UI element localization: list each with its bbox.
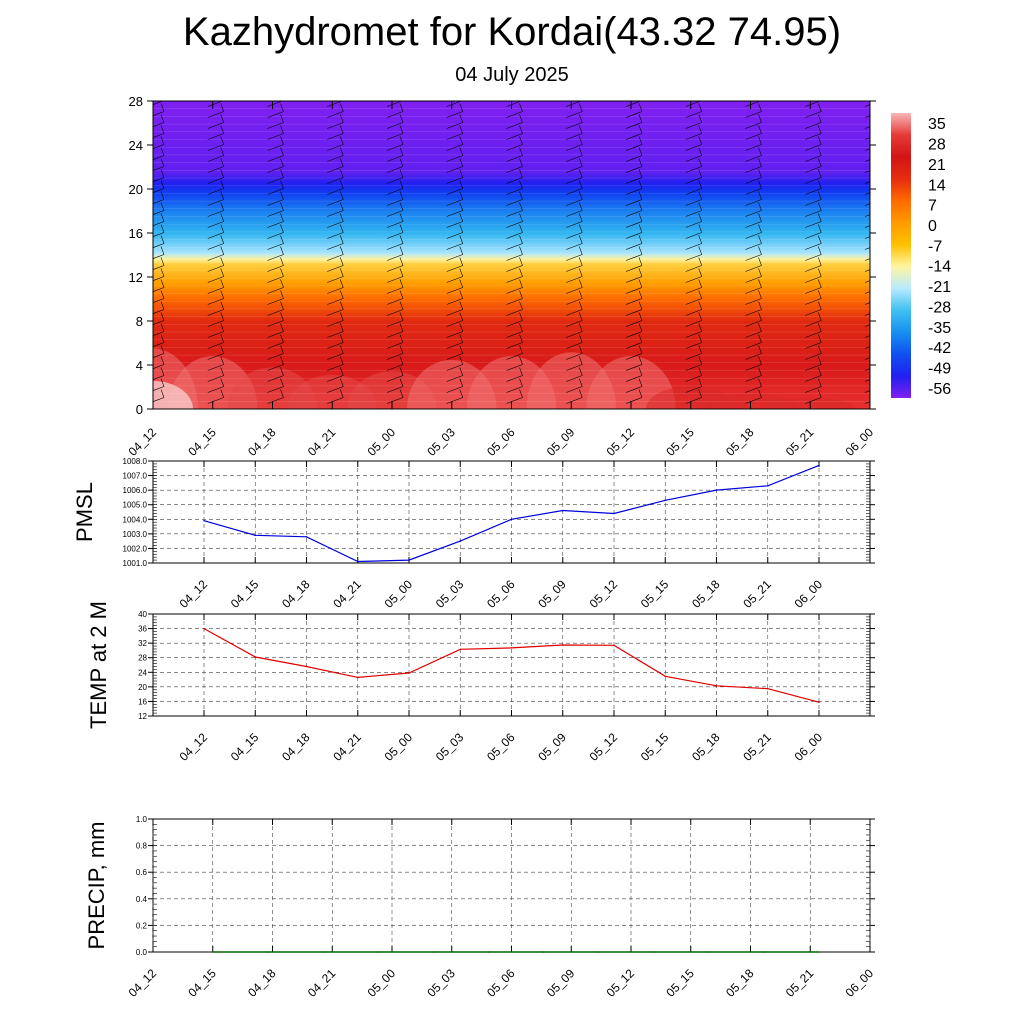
- x-tick-label: 05_18: [723, 966, 757, 1000]
- data-point: [357, 561, 359, 563]
- x-tick-label: 04_18: [245, 966, 279, 1000]
- x-tick-label: 04_15: [185, 425, 219, 459]
- x-tick-label: 05_21: [782, 425, 817, 459]
- data-point: [433, 951, 435, 953]
- y-tick-label: 1004.0: [122, 515, 147, 525]
- y-tick-label: 40: [138, 610, 147, 619]
- x-tick-label: 04_21: [330, 577, 364, 611]
- data-point: [613, 645, 615, 647]
- data-point: [818, 701, 820, 703]
- wind-barb-feather: [340, 93, 343, 101]
- y-tick-label: 24: [138, 668, 147, 678]
- wind-barb-feather: [161, 93, 164, 101]
- data-point: [377, 951, 379, 953]
- x-tick-label: 05_21: [740, 577, 774, 611]
- x-tick-label: 05_03: [432, 730, 467, 764]
- colorbar-label: -7: [928, 238, 943, 256]
- wind-barb-feather: [878, 291, 881, 299]
- x-tick-label: 05_09: [543, 966, 578, 1000]
- data-point: [598, 951, 600, 953]
- data-point: [716, 685, 718, 687]
- data-point: [664, 500, 666, 502]
- x-tick-label: 05_06: [484, 425, 518, 459]
- data-point: [203, 628, 205, 630]
- y-tick-label: 0: [135, 402, 143, 417]
- wind-barb-feather: [878, 93, 881, 101]
- wind-barb-feather: [878, 280, 881, 288]
- y-tick-label: 1005.0: [122, 500, 147, 510]
- colorbar-label: -14: [928, 258, 952, 276]
- y-tick-label: 12: [138, 712, 147, 721]
- data-point: [767, 485, 769, 487]
- colorbar-label: -49: [928, 360, 952, 378]
- wind-barb-feather: [878, 258, 881, 266]
- x-tick-label: 06_00: [791, 730, 826, 764]
- data-point: [562, 510, 564, 512]
- colorbar-label: 21: [928, 156, 946, 174]
- y-tick-label: 0.2: [135, 921, 147, 931]
- wind-barb-feather: [878, 170, 881, 178]
- wind-barb-feather: [878, 324, 881, 332]
- y-tick-label: 16: [128, 226, 143, 241]
- wind-barb-feather: [878, 390, 881, 398]
- x-tick-label: 04_18: [245, 425, 279, 459]
- wind-barb-feather: [878, 357, 881, 365]
- wind-barb-feather: [639, 93, 642, 101]
- x-tick-label: 05_12: [586, 577, 621, 611]
- data-point: [613, 513, 615, 515]
- colorbar-label: -21: [928, 279, 952, 297]
- colorbar-label: -42: [928, 340, 952, 358]
- wind-barb-feather: [878, 214, 881, 222]
- wind-barb-feather: [878, 247, 881, 255]
- x-tick-label: 05_03: [424, 425, 458, 459]
- x-tick-label: 04_12: [176, 577, 211, 611]
- y-axis-label: TEMP at 2 M: [86, 601, 111, 729]
- x-tick-label: 04_12: [176, 730, 211, 764]
- cross-section-panel: [108, 93, 881, 470]
- x-tick-label: 05_18: [689, 730, 723, 764]
- data-point: [511, 647, 513, 649]
- x-tick-label: 04_15: [227, 730, 262, 764]
- data-point: [408, 672, 410, 674]
- data-point: [543, 951, 545, 953]
- x-tick-label: 05_00: [381, 577, 416, 611]
- x-tick-label: 05_03: [432, 577, 467, 611]
- data-point: [306, 666, 308, 668]
- wind-barb-feather: [878, 126, 881, 134]
- wind-barb-feather: [579, 93, 582, 101]
- x-tick-label: 04_21: [304, 425, 339, 459]
- data-point: [212, 951, 214, 953]
- y-tick-label: 36: [138, 624, 147, 634]
- colorbar-label: 28: [928, 136, 946, 154]
- wind-barb-feather: [878, 269, 881, 277]
- wind-barb-feather: [878, 104, 881, 112]
- data-point: [254, 535, 256, 537]
- x-tick-label: 05_03: [424, 966, 458, 1000]
- x-tick-label: 05_15: [637, 730, 672, 764]
- colorbar-label: -28: [928, 299, 952, 317]
- x-tick-label: 05_09: [543, 425, 578, 459]
- wind-barb-feather: [878, 313, 881, 321]
- wind-barb-feather: [759, 93, 762, 101]
- x-tick-label: 05_18: [689, 577, 723, 611]
- temp-panel: [86, 601, 875, 764]
- x-tick-label: 04_21: [304, 966, 339, 1000]
- data-point: [459, 649, 461, 651]
- x-tick-label: 05_06: [484, 966, 518, 1000]
- y-tick-label: 1001.0: [122, 559, 147, 568]
- x-tick-label: 05_18: [723, 425, 757, 459]
- x-tick-label: 05_15: [663, 966, 697, 1000]
- wind-barb-feather: [281, 93, 284, 101]
- data-point: [763, 951, 765, 953]
- colorbar: [891, 113, 951, 398]
- x-tick-label: 05_21: [782, 966, 817, 1000]
- y-tick-label: 32: [138, 639, 147, 649]
- data-point: [653, 951, 655, 953]
- wind-barb-feather: [878, 159, 881, 167]
- data-point: [562, 644, 564, 646]
- x-tick-label: 04_12: [125, 425, 160, 459]
- pmsl-panel: [72, 457, 875, 611]
- data-point: [357, 677, 359, 679]
- wind-barb-feather: [699, 93, 702, 101]
- y-tick-label: 4: [135, 358, 143, 373]
- x-tick-label: 04_18: [279, 577, 313, 611]
- y-tick-label: 1006.0: [122, 486, 147, 496]
- colorbar-label: -56: [928, 380, 952, 398]
- wind-barb-feather: [818, 93, 821, 101]
- wind-barb-feather: [878, 192, 881, 200]
- colorbar-label: 0: [928, 217, 937, 235]
- y-tick-label: 20: [138, 682, 147, 692]
- y-tick-label: 0.6: [135, 868, 147, 878]
- colorbar-label: 35: [928, 116, 946, 134]
- y-tick-label: 0.4: [135, 894, 147, 904]
- x-tick-label: 04_18: [279, 730, 313, 764]
- y-axis-label: PMSL: [72, 482, 97, 542]
- data-point: [459, 540, 461, 542]
- wind-barb-feather: [460, 93, 463, 101]
- y-tick-label: 28: [128, 94, 143, 109]
- x-tick-label: 05_12: [586, 730, 621, 764]
- wind-barb-feather: [221, 93, 224, 101]
- x-tick-label: 04_21: [330, 730, 364, 764]
- wind-barb-feather: [878, 181, 881, 189]
- y-tick-label: 20: [128, 182, 143, 197]
- data-point: [818, 465, 820, 467]
- wind-barb-feather: [878, 115, 881, 123]
- colorbar-ramp: [891, 113, 911, 398]
- x-tick-label: 05_15: [637, 577, 672, 611]
- y-tick-label: 1.0: [135, 815, 147, 824]
- y-tick-label: 12: [128, 270, 143, 285]
- x-tick-label: 06_00: [842, 425, 877, 459]
- x-tick-label: 05_06: [484, 577, 518, 611]
- x-tick-label: 06_00: [842, 966, 877, 1000]
- wind-barb-feather: [878, 148, 881, 156]
- wind-barb-feather: [520, 93, 523, 101]
- y-tick-label: 1008.0: [122, 457, 147, 466]
- y-tick-label: 28: [138, 653, 147, 663]
- x-tick-label: 05_00: [364, 966, 399, 1000]
- y-tick-label: 16: [138, 697, 147, 707]
- data-point: [267, 951, 269, 953]
- x-tick-label: 06_00: [791, 577, 826, 611]
- wind-barb-feather: [878, 203, 881, 211]
- wind-barb-feather: [878, 346, 881, 354]
- wind-barb-feather: [878, 302, 881, 310]
- precip-panel: [84, 815, 876, 1000]
- x-tick-label: 04_15: [227, 577, 262, 611]
- wind-barb-feather: [878, 379, 881, 387]
- wind-barb-feather: [400, 93, 403, 101]
- data-point: [254, 656, 256, 658]
- y-axis-label: PRECIP, mm: [84, 821, 109, 950]
- x-tick-label: 05_12: [603, 966, 638, 1000]
- data-point: [203, 520, 205, 522]
- wind-barb-feather: [878, 225, 881, 233]
- chart-title: Kazhydromet for Kordai(43.32 74.95): [182, 10, 842, 54]
- y-tick-label: 1007.0: [122, 471, 147, 481]
- x-tick-label: 05_09: [535, 730, 569, 764]
- x-tick-label: 04_15: [185, 966, 219, 1000]
- colorbar-label: 14: [928, 177, 946, 195]
- x-tick-label: 05_12: [603, 425, 638, 459]
- data-point: [818, 951, 820, 953]
- data-point: [488, 951, 490, 953]
- wind-barb-feather: [878, 335, 881, 343]
- x-tick-label: 05_06: [484, 730, 518, 764]
- y-tick-label: 1002.0: [122, 544, 147, 554]
- x-tick-label: 04_12: [125, 966, 160, 1000]
- wind-barb-feather: [878, 368, 881, 376]
- y-tick-label: 0.8: [135, 841, 147, 851]
- x-tick-label: 05_00: [381, 730, 416, 764]
- colorbar-label: 7: [928, 197, 937, 215]
- colorbar-label: -35: [928, 319, 952, 337]
- y-tick-label: 24: [128, 138, 143, 153]
- data-point: [716, 489, 718, 491]
- y-tick-label: 8: [135, 314, 143, 329]
- data-point: [408, 559, 410, 561]
- y-tick-label: 1003.0: [122, 529, 147, 539]
- x-tick-label: 05_00: [364, 425, 399, 459]
- chart-subtitle: 04 July 2025: [455, 64, 569, 86]
- x-tick-label: 05_21: [740, 730, 774, 764]
- wind-barb-feather: [878, 236, 881, 244]
- x-tick-label: 05_09: [535, 577, 569, 611]
- data-point: [708, 951, 710, 953]
- y-tick-label: 0.0: [135, 948, 147, 957]
- data-point: [664, 675, 666, 677]
- data-point: [322, 951, 324, 953]
- x-tick-label: 05_15: [663, 425, 697, 459]
- data-point: [511, 518, 513, 520]
- data-point: [306, 536, 308, 538]
- data-point: [767, 688, 769, 690]
- wind-barb-feather: [878, 137, 881, 145]
